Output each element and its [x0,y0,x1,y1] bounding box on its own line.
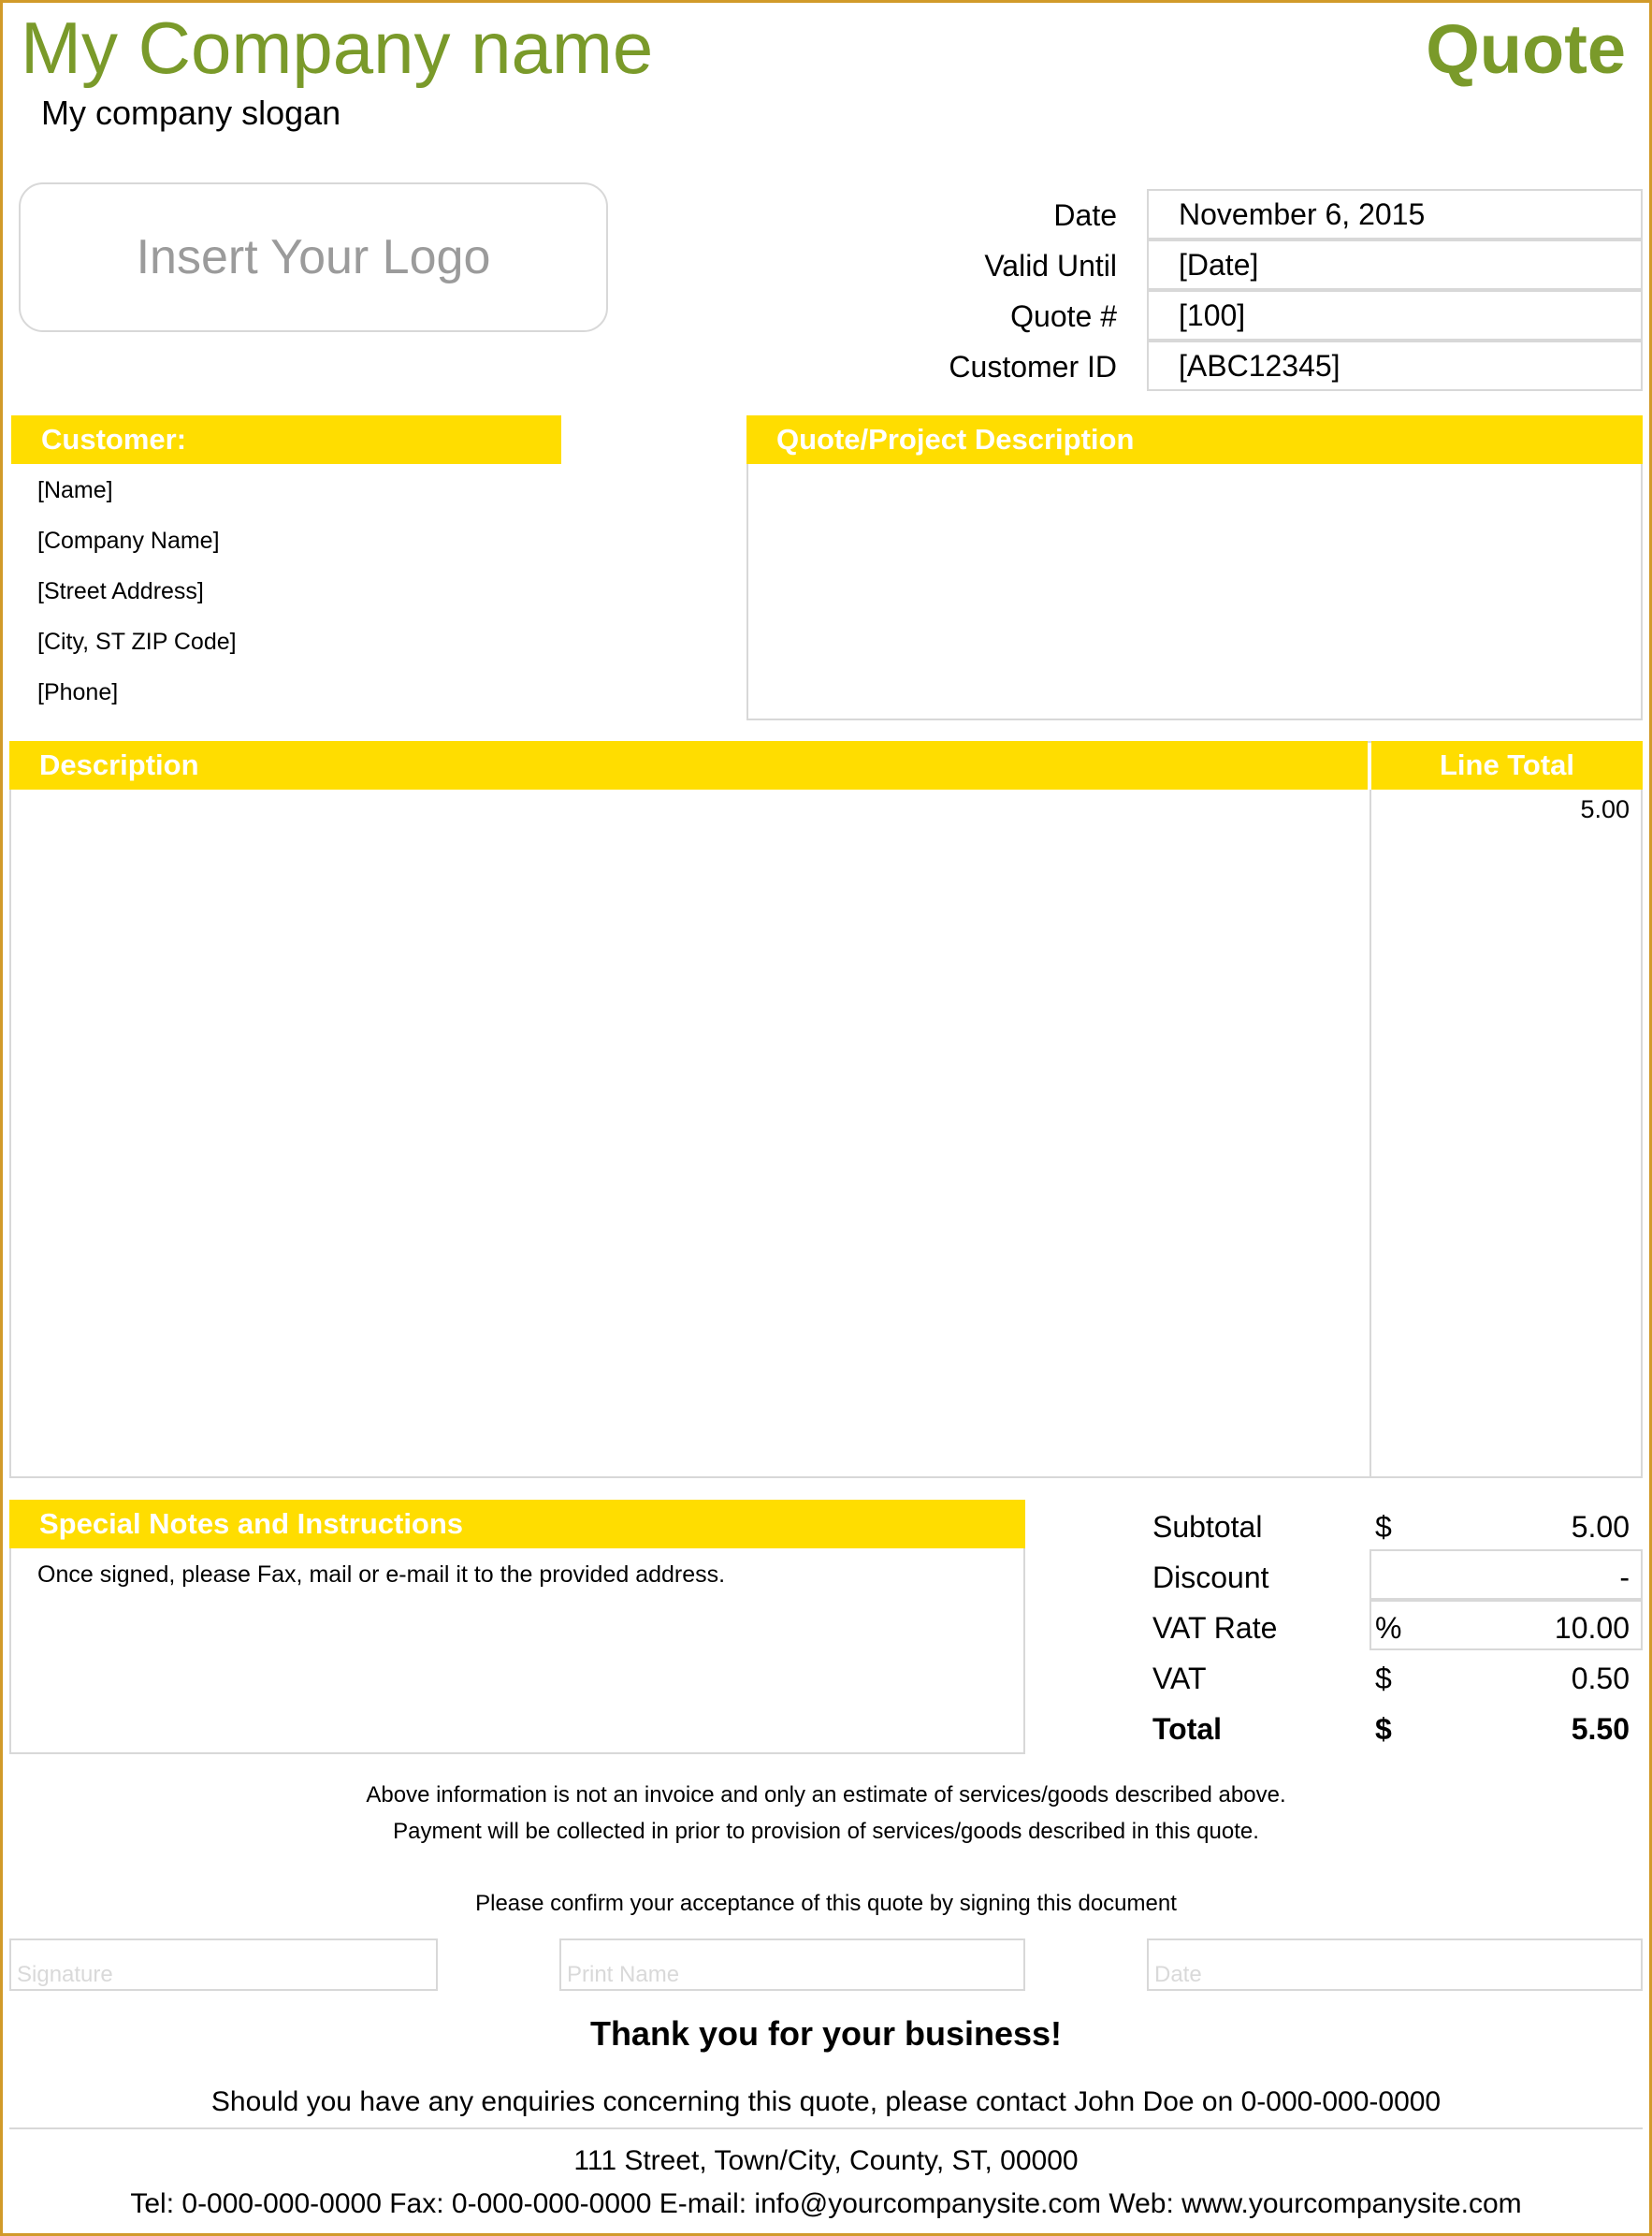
signature-field[interactable] [9,1938,438,1991]
notes-text: Once signed, please Fax, mail or e-mail it to the provided address. [37,1561,726,1588]
items-header-line-total: Line Total [1371,741,1643,790]
signature-placeholder: Signature [17,1962,113,1987]
discount-input[interactable] [1369,1549,1643,1600]
footer-address: 111 Street, Town/City, County, ST, 00000 [573,2145,1079,2176]
customer-city-zip[interactable]: [City, ST ZIP Code] [37,629,237,655]
subtotal-value: 5.00 [1571,1510,1630,1544]
notes-heading: Special Notes and Instructions [9,1500,1025,1548]
thank-you-text: Thank you for your business! [589,2014,1063,2053]
meta-label-customer-id: Customer ID [949,350,1117,384]
company-name: My Company name [21,7,654,89]
items-column-divider [1369,790,1371,1478]
discount-value: - [1619,1561,1630,1594]
discount-label: Discount [1152,1561,1269,1594]
project-description-heading: Quote/Project Description [746,415,1643,464]
vat-rate-unit: % [1375,1611,1402,1645]
date-field[interactable] [1147,1938,1643,1991]
disclaimer-line-2: Payment will be collected in prior to provision of services/goods described in this quote. [393,1819,1259,1844]
vat-label: VAT [1152,1662,1207,1695]
total-label: Total [1152,1712,1223,1746]
logo-placeholder-text: Insert Your Logo [136,230,491,284]
item-line-total: 5.00 [1580,795,1630,823]
customer-company[interactable]: [Company Name] [37,528,220,554]
company-slogan: My company slogan [41,94,341,132]
subtotal-label: Subtotal [1152,1510,1263,1544]
items-header-description: Description [9,741,1368,790]
meta-value-date[interactable]: November 6, 2015 [1147,189,1643,240]
meta-value-valid-until[interactable]: [Date] [1147,240,1643,290]
footer-divider [9,2127,1643,2129]
total-currency: $ [1375,1712,1392,1746]
meta-label-valid-until: Valid Until [984,249,1117,283]
subtotal-currency: $ [1375,1510,1392,1544]
date-placeholder: Date [1154,1962,1202,1987]
meta-label-quote-number: Quote # [1010,299,1117,333]
total-value: 5.50 [1571,1712,1630,1746]
disclaimer-line-1: Above information is not an invoice and only an estimate of services/goods described above. [366,1782,1286,1808]
vat-rate-label: VAT Rate [1152,1611,1278,1645]
footer-contact: Tel: 0-000-000-0000 Fax: 0-000-000-0000 E-mail: info@yourcompanysite.com Web: www.yourcompanysite.com [130,2188,1522,2219]
customer-phone[interactable]: [Phone] [37,679,119,705]
enquiries-text: Should you have any enquiries concerning this quote, please contact John Doe on 0-000-000-0000 [210,2086,1442,2117]
customer-street[interactable]: [Street Address] [37,578,204,604]
customer-name[interactable]: [Name] [37,477,113,503]
meta-label-date: Date [1053,198,1117,232]
document-title: Quote [1426,10,1626,88]
vat-value: 0.50 [1571,1662,1630,1695]
meta-value-customer-id[interactable]: [ABC12345] [1147,341,1643,391]
meta-value-quote-number[interactable]: [100] [1147,290,1643,341]
logo-placeholder[interactable] [19,182,608,332]
confirm-text: Please confirm your acceptance of this quote by signing this document [475,1891,1177,1916]
items-table [9,741,1643,1478]
customer-heading: Customer: [11,415,561,464]
print-name-placeholder: Print Name [567,1962,680,1987]
print-name-field[interactable] [559,1938,1025,1991]
vat-currency: $ [1375,1662,1392,1695]
vat-rate-value: 10.00 [1554,1611,1630,1645]
